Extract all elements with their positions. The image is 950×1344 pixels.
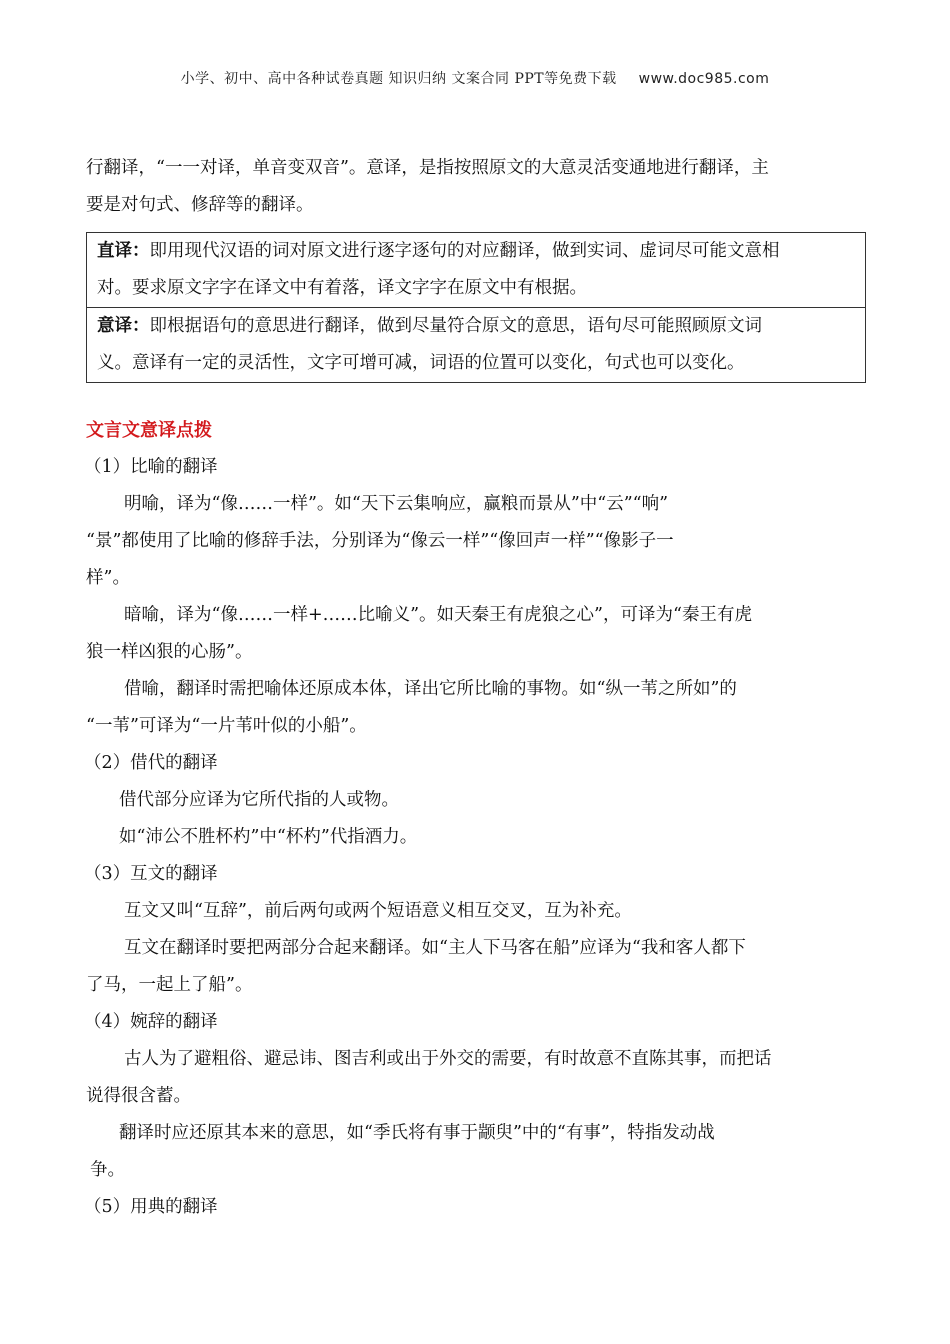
paragraph-line: 狼一样凶狠的心肠”。 bbox=[86, 642, 253, 662]
paragraph-line: 借代部分应译为它所代指的人或物。 bbox=[119, 790, 399, 810]
definition-text: 对。要求原文字字在译文中有着落，译文字字在原文中有根据。 bbox=[97, 278, 587, 298]
document-body bbox=[86, 150, 866, 1226]
definition-term: 直译： bbox=[97, 241, 150, 261]
definition-text: 义。意译有一定的灵活性，文字可增可减，词语的位置可以变化，句式也可以变化。 bbox=[97, 353, 745, 373]
paragraph-line: 翻译时应还原其本来的意思，如“季氏将有事于颛臾”中的“有事”，特指发动战 bbox=[119, 1123, 715, 1143]
definition-term: 意译： bbox=[97, 316, 150, 336]
paragraph-line: 说得很含蓄。 bbox=[86, 1086, 191, 1106]
header-text: 小学、初中、高中各种试卷真题 知识归纳 文案合同 PPT等免费下载 bbox=[180, 71, 617, 87]
intro-line: 要是对句式、修辞等的翻译。 bbox=[86, 195, 314, 215]
paragraph-line: “景”都使用了比喻的修辞手法，分别译为“像云一样”“像回声一样”“像影子一 bbox=[86, 531, 674, 551]
intro-line: 行翻译，“一一对译，单音变双音”。意译，是指按照原文的大意灵活变通地进行翻译，主 bbox=[86, 158, 769, 178]
paragraph-line: 了马，一起上了船”。 bbox=[86, 975, 253, 995]
paragraph-line: 借喻，翻译时需把喻体还原成本体，译出它所比喻的事物。如“纵一苇之所如”的 bbox=[124, 679, 737, 699]
paragraph-line: 暗喻，译为“像……一样+……比喻义”。如天秦王有虎狼之心”，可译为“秦王有虎 bbox=[124, 605, 752, 625]
paragraph-line: 争。 bbox=[90, 1160, 125, 1180]
paragraph-line: 互文在翻译时要把两部分合起来翻译。如“主人下马客在船”应译为“我和客人都下 bbox=[124, 938, 746, 958]
definition-free bbox=[87, 307, 865, 382]
item-heading: （2）借代的翻译 bbox=[84, 753, 218, 773]
item-heading: （4）婉辞的翻译 bbox=[84, 1012, 218, 1032]
definition-literal bbox=[87, 233, 865, 307]
paragraph-line: “一苇”可译为“一片苇叶似的小船”。 bbox=[86, 716, 367, 736]
header-url[interactable]: www.doc985.com bbox=[638, 71, 770, 87]
paragraph-line: 明喻，译为“像……一样”。如“天下云集响应，赢粮而景从”中“云”“响” bbox=[124, 494, 669, 514]
definition-text: 即根据语句的意思进行翻译，做到尽量符合原文的意思，语句尽可能照顾原文词 bbox=[149, 316, 762, 336]
section-title: 文言文意译点拨 bbox=[86, 420, 212, 441]
paragraph-line: 互文又叫“互辞”，前后两句或两个短语意义相互交叉，互为补充。 bbox=[124, 901, 632, 921]
page-header bbox=[0, 68, 950, 88]
paragraph-line: 古人为了避粗俗、避忌讳、图吉利或出于外交的需要，有时故意不直陈其事，而把话 bbox=[124, 1049, 772, 1069]
item-heading: （1）比喻的翻译 bbox=[84, 457, 218, 477]
paragraph-line: 样”。 bbox=[86, 568, 130, 588]
item-heading: （3）互文的翻译 bbox=[84, 864, 218, 884]
definition-table bbox=[86, 232, 866, 383]
item-heading: （5）用典的翻译 bbox=[84, 1197, 218, 1217]
definition-text: 即用现代汉语的词对原文进行逐字逐句的对应翻译，做到实词、虚词尽可能文意相 bbox=[149, 241, 780, 261]
paragraph-line: 如“沛公不胜杯杓”中“杯杓”代指酒力。 bbox=[119, 827, 418, 847]
